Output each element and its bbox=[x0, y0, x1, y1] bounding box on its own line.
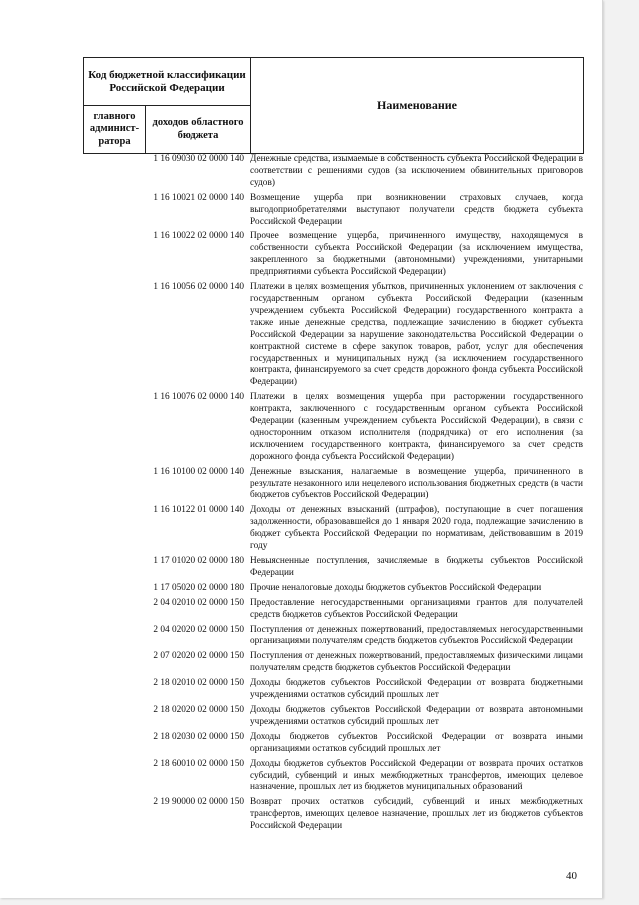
budget-code: 2 04 02020 02 0000 150 bbox=[153, 624, 244, 635]
table-row bbox=[83, 282, 583, 389]
budget-code: 1 16 10056 02 0000 140 bbox=[153, 282, 244, 293]
budget-code: 1 16 10100 02 0000 140 bbox=[153, 466, 244, 477]
chief-administrator-column-header: главного админист-ратора bbox=[84, 106, 146, 154]
budget-code: 1 17 05020 02 0000 180 bbox=[153, 582, 244, 593]
income-name: Доходы бюджетов субъектов Российской Федерации от возврата прочих остатков субсидий, субвенций и иных межбюджетных трансфертов, имеющих целевое назначение, прошлых лет из бюджетов муниципальных образований bbox=[250, 758, 583, 793]
table-row bbox=[83, 556, 583, 580]
table-row bbox=[83, 154, 583, 190]
budget-code: 1 16 10022 02 0000 140 bbox=[153, 231, 244, 242]
income-name: Денежные средства, изымаемые в собственность субъекта Российской Федерации в соответствии с решениями судов (за исключением обвинительных приговоров судов) bbox=[250, 154, 583, 188]
budget-code: 2 07 02020 02 0000 150 bbox=[153, 651, 244, 662]
table-row bbox=[83, 193, 583, 229]
table-row bbox=[83, 705, 583, 729]
budget-code: 2 18 60010 02 0000 150 bbox=[153, 758, 244, 769]
table-row bbox=[83, 651, 583, 675]
budget-code: 1 16 10076 02 0000 140 bbox=[153, 392, 244, 403]
budget-code: 1 16 10021 02 0000 140 bbox=[153, 192, 244, 203]
table-row bbox=[83, 583, 583, 595]
table-row bbox=[83, 797, 583, 833]
budget-classification-header: Код бюджетной классификации Российской Федерации bbox=[84, 58, 251, 106]
income-name: Поступления от денежных пожертвований, предоставляемых физическими лицами получателям средств бюджетов субъектов Российской Федерации bbox=[250, 651, 583, 674]
budget-code: 1 16 10122 01 0000 140 bbox=[153, 505, 244, 516]
page-number: 40 bbox=[566, 870, 577, 882]
table-row bbox=[83, 505, 583, 553]
income-name: Доходы бюджетов субъектов Российской Федерации от возврата иными организациями остатков субсидий прошлых лет bbox=[250, 731, 583, 754]
income-name: Доходы от денежных взысканий (штрафов), поступающие в счет погашения задолженности, образовавшейся до 1 января 2020 года, подлежащие зачислению в бюджет субъекта Российской Федерации по нормативам, действовавшим в 2019 году bbox=[250, 505, 583, 552]
income-name: Доходы бюджетов субъектов Российской Федерации от возврата автономными учреждениями остатков субсидий прошлых лет bbox=[250, 704, 583, 727]
table-header bbox=[83, 57, 584, 154]
income-name: Платежи в целях возмещения убытков, причиненных уклонением от заключения с государственным органом субъекта Российской Федерации (казенным учреждением субъекта Российской Федерации) государственного контракта а также иные денежные средства, подлежащие зачислению в бюджет субъекта Российской Федерации за нарушение законодательства Российской Федерации о контрактной системе в сфере закупок товаров, работ, услуг для обеспечения государственных и муниципальных нужд (за исключением государственного контракта, финансируемого за счет средств дорожного фонда субъекта Российской Федерации) bbox=[250, 282, 583, 388]
income-name: Предоставление негосударственными организациями грантов для получателей средств бюджетов субъектов Российской Федерации bbox=[250, 597, 583, 620]
income-name: Платежи в целях возмещения ущерба при расторжении государственного контракта, заключенного с государственным органом субъекта Российской Федерации (казенным учреждением субъекта Российской Федерации), в связи с односторонним отказом исполнителя (подрядчика) от его исполнения (за исключением государственного контракта, финансируемого за счет средств дорожного фонда субъекта Российской Федерации) bbox=[250, 392, 583, 462]
table-row bbox=[83, 678, 583, 702]
income-name: Невыясненные поступления, зачисляемые в бюджеты субъектов Российской Федерации bbox=[250, 556, 583, 578]
table-body bbox=[83, 154, 583, 836]
regional-budget-income-column-header: доходов областного бюджета bbox=[146, 106, 251, 154]
budget-code: 1 17 01020 02 0000 180 bbox=[153, 556, 244, 566]
income-name: Денежные взыскания, налагаемые в возмещение ущерба, причиненного в результате незаконного или нецелевого использования бюджетных средств (в части бюджетов субъектов Российской Федерации) bbox=[250, 466, 583, 501]
budget-code: 2 18 02020 02 0000 150 bbox=[153, 704, 244, 715]
table-row bbox=[83, 759, 583, 795]
budget-code: 2 19 90000 02 0000 150 bbox=[153, 797, 244, 808]
name-column-header: Наименование bbox=[251, 58, 584, 154]
income-name: Прочие неналоговые доходы бюджетов субъектов Российской Федерации bbox=[250, 582, 542, 593]
budget-code: 2 04 02010 02 0000 150 bbox=[153, 597, 244, 608]
table-row bbox=[83, 625, 583, 649]
income-name: Поступления от денежных пожертвований, предоставляемых негосударственными организациями получателям средств бюджетов субъектов Российской Федерации bbox=[250, 624, 583, 647]
budget-code: 1 16 09030 02 0000 140 bbox=[153, 154, 244, 164]
budget-code: 2 18 02030 02 0000 150 bbox=[153, 731, 244, 742]
table-row bbox=[83, 467, 583, 503]
budget-code: 2 18 02010 02 0000 150 bbox=[153, 678, 244, 689]
table-row bbox=[83, 392, 583, 463]
table-row bbox=[83, 598, 583, 622]
income-name: Возврат прочих остатков субсидий, субвенций и иных межбюджетных трансфертов, имеющих целевое назначение, прошлых лет из бюджетов субъектов Российской Федерации bbox=[250, 797, 583, 832]
table-row bbox=[83, 732, 583, 756]
table-row bbox=[83, 231, 583, 279]
income-name: Возмещение ущерба при возникновении страховых случаев, когда выгодоприобретателями выступают получатели средств бюджета субъекта Российской Федерации bbox=[250, 192, 583, 227]
income-name: Прочее возмещение ущерба, причиненного имуществу, находящемуся в собственности субъекта Российской Федерации (за исключением имущества, закрепленного за бюджетными (автономными) учреждениями, унитарными предприятиями субъекта Российской Федерации) bbox=[250, 231, 583, 278]
income-name: Доходы бюджетов субъектов Российской Федерации от возврата бюджетными учреждениями остатков субсидий прошлых лет bbox=[250, 678, 583, 701]
